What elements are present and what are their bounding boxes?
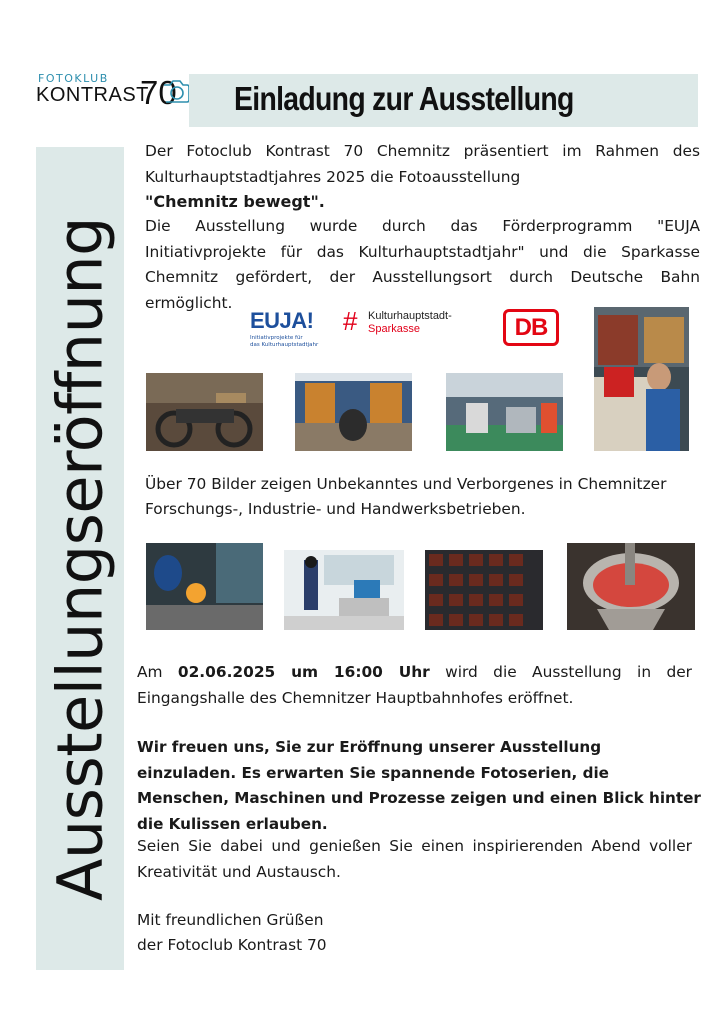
page-title: Einladung zur Ausstellung bbox=[234, 80, 574, 117]
hash-icon: # bbox=[343, 306, 358, 336]
photo-workshop-fisheye bbox=[295, 373, 412, 451]
closing-paragraph: Seien Sie dabei und genießen Sie einen inspirierenden Abend voller Kreativität und Austausch. bbox=[137, 837, 692, 881]
euja-logo-text: EUJA! bbox=[250, 308, 314, 333]
opening-date-time: 02.06.2025 um 16:00 Uhr bbox=[177, 663, 430, 681]
title-banner bbox=[189, 74, 698, 127]
club-logo bbox=[36, 72, 188, 112]
kultur-line2: Sparkasse bbox=[368, 323, 420, 335]
opening-prefix: Am bbox=[137, 663, 178, 681]
photo-factory-hall bbox=[446, 373, 563, 451]
opening-suffix: wird die Ausstellung in der Eingangshalle des Chemnitzer Hauptbahnhofes eröffnet. bbox=[137, 663, 693, 707]
photo-worker-woman bbox=[594, 307, 689, 451]
opening-paragraph bbox=[137, 660, 692, 711]
photo-grinding bbox=[146, 543, 263, 630]
signature-line2: der Fotoclub Kontrast 70 bbox=[137, 936, 327, 954]
kulturhauptstadt-sparkasse-logo bbox=[343, 308, 473, 338]
logo-big-text: KONTRAST bbox=[36, 84, 149, 106]
side-banner-text: Ausstellungseröffnung bbox=[43, 216, 117, 902]
db-logo bbox=[503, 309, 559, 346]
db-logo-text: DB bbox=[514, 314, 548, 341]
photo-motorcycle bbox=[146, 373, 263, 451]
photo-vr-lab bbox=[284, 550, 404, 630]
invitation-paragraph: Wir freuen uns, Sie zur Eröffnung unserer Ausstellung einzuladen. Es erwarten Sie spannende Fotoserien, die Menschen, Maschinen und Prozesse zeigen und einen Blick hinter die Kulissen erlauben. bbox=[137, 738, 701, 833]
funding-paragraph: Die Ausstellung wurde durch das Förderprogramm "EUJA Initiativprojekte für das Kulturhauptstadtjahr" und die Sparkasse Chemnitz gefördert, der Ausstellungsort durch Deutsche Bahn ermöglicht. bbox=[145, 217, 700, 312]
logo-small-text: FOTOKLUB bbox=[38, 72, 109, 85]
euja-sub-line1: Initiativprojekte für bbox=[250, 335, 303, 341]
camera-icon bbox=[160, 78, 190, 104]
exhibition-title: "Chemnitz bewegt". bbox=[145, 192, 325, 211]
kultur-line1: Kulturhauptstadt- bbox=[368, 310, 452, 322]
logo-number: 70 bbox=[140, 74, 177, 111]
signature-line1: Mit freundlichen Grüßen bbox=[137, 911, 324, 929]
intro-paragraph: Der Fotoclub Kontrast 70 Chemnitz präsentiert im Rahmen des Kulturhauptstadtjahres 2025 die Fotoausstellung bbox=[145, 142, 700, 186]
euja-logo bbox=[250, 310, 330, 354]
side-banner bbox=[36, 147, 124, 970]
photo-mixing-bowl bbox=[567, 543, 695, 630]
euja-sub-line2: das Kulturhauptstadtjahr bbox=[250, 341, 319, 348]
middle-paragraph: Über 70 Bilder zeigen Unbekanntes und Verborgenes in Chemnitzer Forschungs-, Industrie- und Handwerksbetrieben. bbox=[145, 475, 667, 518]
photo-spools bbox=[425, 550, 543, 630]
